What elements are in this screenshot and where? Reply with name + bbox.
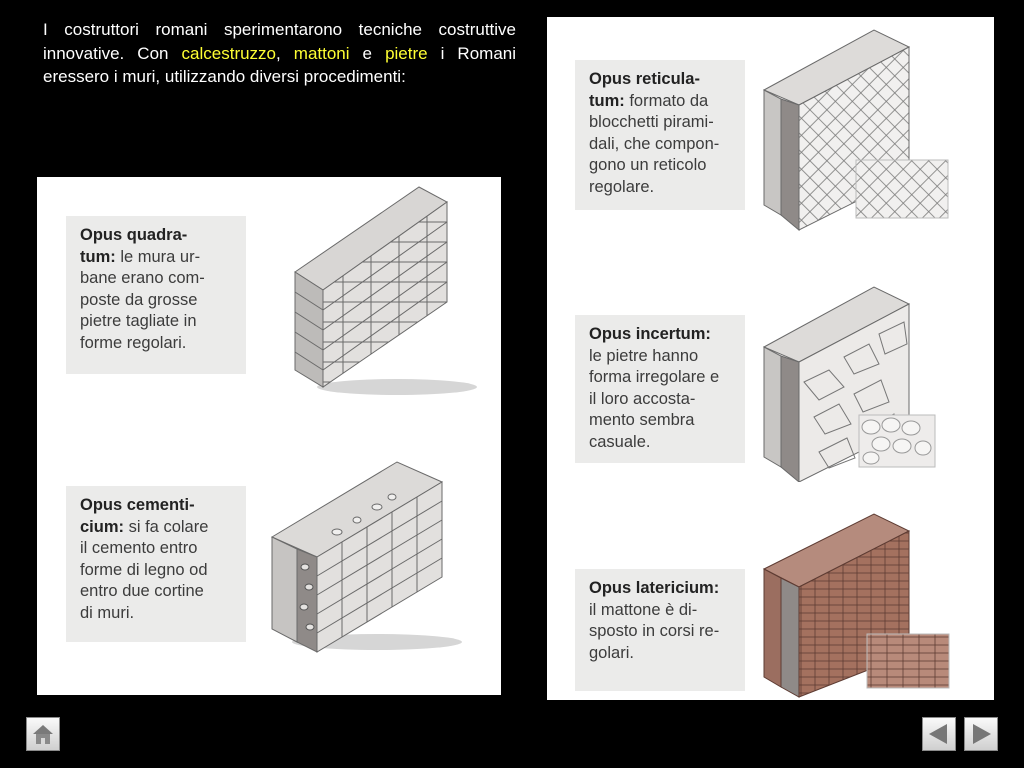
right-illustration-panel	[547, 17, 994, 700]
caption-title: Opus reticula- tum:	[589, 70, 700, 110]
opus-incertum-wall-illustration	[759, 282, 959, 482]
caption-title: Opus incertum:	[589, 325, 711, 343]
keyword-calcestruzzo: calcestruzzo	[181, 43, 277, 63]
opus-reticulatum-wall-illustration	[759, 25, 959, 235]
caption-opus-quadratum	[66, 216, 246, 374]
previous-button[interactable]	[922, 717, 956, 751]
intro-paragraph	[43, 18, 516, 89]
triangle-left-icon	[923, 718, 955, 750]
keyword-mattoni: mattoni	[293, 43, 350, 63]
caption-opus-cementicium	[66, 486, 246, 642]
intro-text-2: i Romani eressero i muri, utilizzando diversi procedimenti:	[43, 43, 517, 86]
caption-text: il mattone è di- sposto in corsi re- golari.	[589, 600, 720, 662]
opus-quadratum-wall-illustration	[287, 182, 487, 402]
caption-opus-latericium	[575, 569, 745, 691]
home-button[interactable]	[26, 717, 60, 751]
keyword-pietre: pietre	[385, 43, 428, 63]
caption-opus-incertum	[575, 315, 745, 463]
intro-separator-2: e	[349, 43, 386, 63]
caption-text: le mura ur- bane erano com- poste da grosse pietre tagliate in forme regolari.	[80, 247, 205, 352]
triangle-right-icon	[965, 718, 997, 750]
caption-title: Opus latericium:	[589, 579, 720, 597]
caption-opus-reticulatum	[575, 60, 745, 210]
caption-text: le pietre hanno forma irregolare e il loro accosta- mento sembra casuale.	[589, 346, 720, 451]
caption-title: Opus quadra- tum:	[80, 226, 188, 266]
opus-cementicium-wall-illustration	[267, 457, 467, 657]
intro-separator-1: ,	[276, 43, 294, 63]
left-illustration-panel	[37, 177, 501, 695]
caption-text: formato da blocchetti pirami- dali, che compon- gono un reticolo regolare.	[589, 91, 720, 196]
opus-latericium-wall-illustration	[759, 509, 959, 699]
next-button[interactable]	[964, 717, 998, 751]
caption-title: Opus cementi- cium:	[80, 496, 195, 536]
intro-text-1: I costruttori romani sperimentarono tecniche costruttive innovative. Con	[43, 20, 516, 63]
home-icon	[27, 718, 59, 750]
caption-text: si fa colare il cemento entro forme di legno od entro due cortine di muri.	[80, 517, 209, 622]
